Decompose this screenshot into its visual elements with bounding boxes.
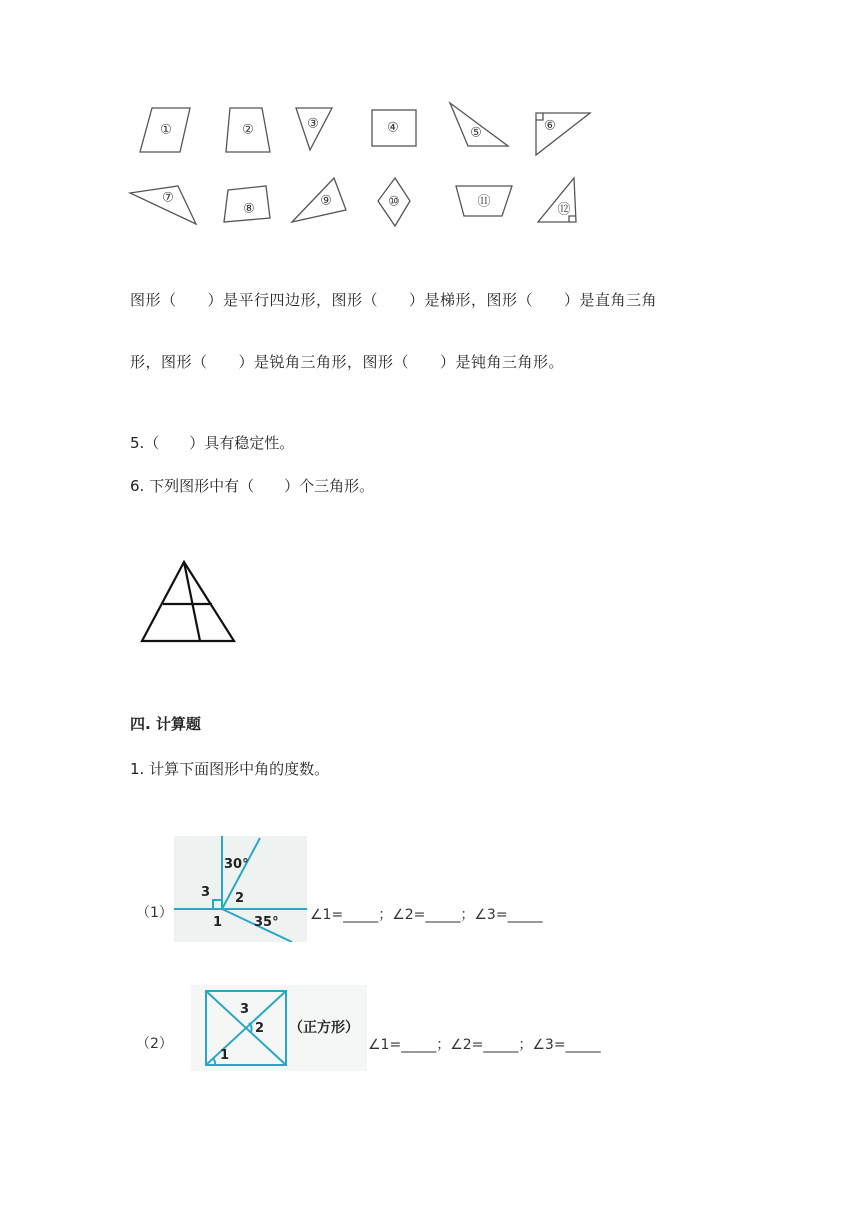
figure-1-label-30: 30° <box>224 857 249 872</box>
figure-2-image <box>191 985 367 1071</box>
figure-1-answer: ∠1=_____；∠2=_____；∠3=_____ <box>310 907 543 923</box>
figure-1-label-3: 3 <box>201 885 211 900</box>
shape-9-label: ⑨ <box>320 193 332 209</box>
shape-6-label: ⑥ <box>544 118 556 134</box>
fill-text-line2: 形，图形（ ）是锐角三角形，图形（ ）是钝角三角形。 <box>130 353 565 371</box>
triangle-count-figure <box>138 556 242 648</box>
figure-1-label-1: 1 <box>213 915 223 930</box>
shape-4-label: ④ <box>387 120 399 136</box>
figure-1-label-35: 35° <box>254 915 279 930</box>
question-5: 5.（ ）具有稳定性。 <box>130 434 295 452</box>
section-4-question-1: 1. 计算下面图形中角的度数。 <box>130 760 330 778</box>
shape-12-label: ⑫ <box>557 202 571 218</box>
figure-2-label-2: 2 <box>255 1021 265 1036</box>
question-6: 6. 下列图形中有（ ）个三角形。 <box>130 477 375 495</box>
shapes-figure <box>0 0 860 260</box>
figure-1-label-2: 2 <box>235 891 245 906</box>
figure-1-tag: （1） <box>136 905 173 921</box>
section-4-title: 四. 计算题 <box>130 715 201 733</box>
shape-3-label: ③ <box>307 116 319 132</box>
figure-2-label-3: 3 <box>240 1002 250 1017</box>
shape-8-label: ⑧ <box>243 201 255 217</box>
shape-11-label: ⑪ <box>477 194 491 210</box>
shape-10-label: ⑩ <box>388 194 400 210</box>
figure-2-note: （正方形） <box>289 1020 359 1036</box>
shape-5-label: ⑤ <box>470 125 482 141</box>
fill-text-line1: 图形（ ）是平行四边形，图形（ ）是梯形，图形（ ）是直角三角 <box>130 291 658 309</box>
figure-1-image <box>174 836 307 942</box>
figure-2-label-1: 1 <box>220 1048 230 1063</box>
shape-2-label: ② <box>242 122 254 138</box>
shape-1-label: ① <box>160 122 172 138</box>
figure-2-tag: （2） <box>136 1036 173 1052</box>
figure-2-answer: ∠1=_____；∠2=_____；∠3=_____ <box>368 1037 601 1053</box>
shape-7-label: ⑦ <box>162 190 174 206</box>
shape-9-triangle <box>292 178 346 222</box>
